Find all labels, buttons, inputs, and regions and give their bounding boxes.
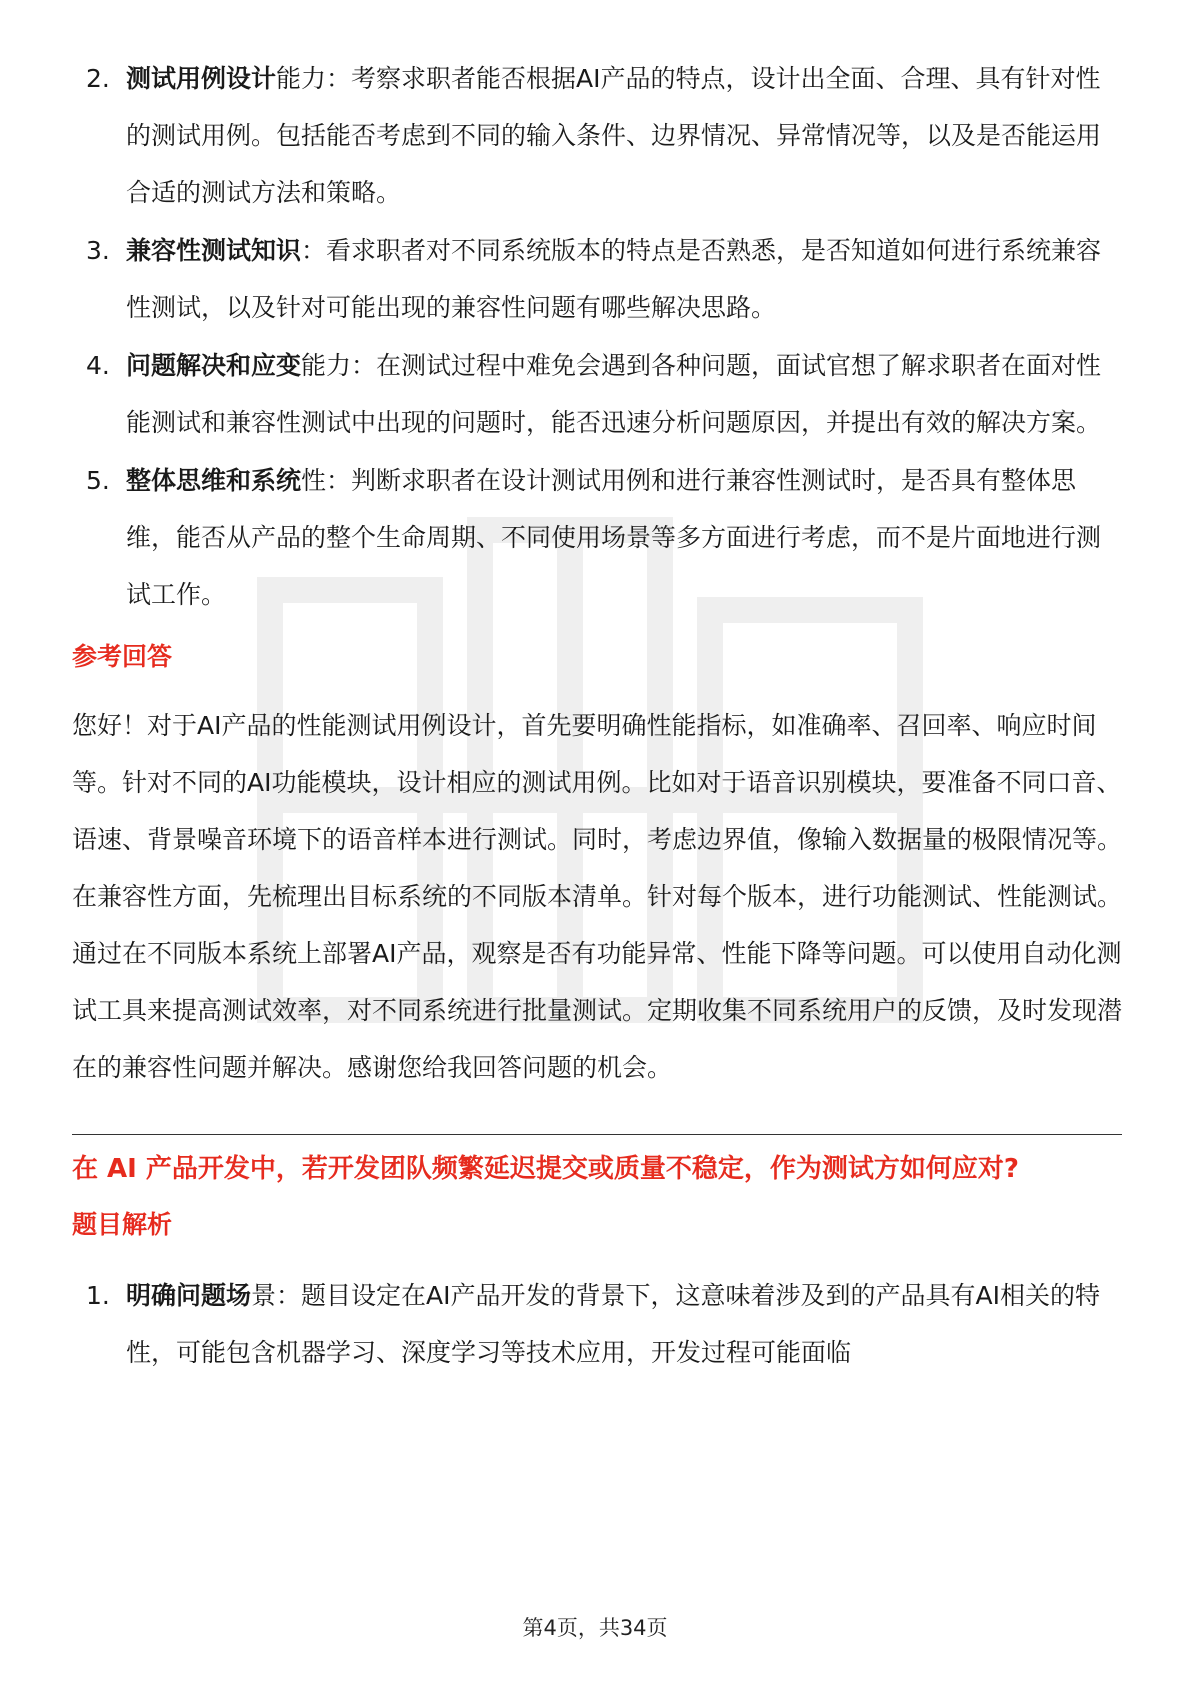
list-number: 1. bbox=[86, 1281, 110, 1310]
list-number: 2. bbox=[86, 64, 110, 93]
list-number: 3. bbox=[86, 236, 110, 265]
analysis-heading: 题目解析 bbox=[72, 1210, 173, 1239]
item-text: 考察求职者能否根据AI产品的特点，设计出全面、合理、具有针对性的测试用例。包括能否考虑到不同的输入条件、边界情况、异常情况等，以及是否能运用合适的测试方法和策略。 bbox=[126, 64, 1102, 207]
list-item bbox=[72, 50, 1122, 221]
page-content bbox=[72, 50, 1122, 1381]
list-item bbox=[72, 452, 1122, 623]
reference-heading: 参考回答 bbox=[72, 642, 173, 671]
item-suffix: 景： bbox=[251, 1281, 302, 1310]
item-text: 判断求职者在设计测试用例和进行兼容性测试时，是否具有整体思维，能否从产品的整个生命周期、不同使用场景等多方面进行考虑，而不是片面地进行测试工作。 bbox=[126, 466, 1102, 609]
item-text: 题目设定在AI产品开发的背景下，这意味着涉及到的产品具有AI相关的特性，可能包含机器学习、深度学习等技术应用，开发过程可能面临 bbox=[126, 1281, 1100, 1367]
criteria-list bbox=[72, 50, 1122, 623]
reference-answer: 您好！对于AI产品的性能测试用例设计，首先要明确性能指标，如准确率、召回率、响应时间等。针对不同的AI功能模块，设计相应的测试用例。比如对于语音识别模块，要准备不同口音、语速、背景噪音环境下的语音样本进行测试。同时，考虑边界值，像输入数据量的极限情况等。在兼容性方面，先梳理出目标系统的不同版本清单。针对每个版本，进行功能测试、性能测试。通过在不同版本系统上部署AI产品，观察是否有功能异常、性能下降等问题。可以使用自动化测试工具来提高测试效率，对不同系统进行批量测试。定期收集不同系统用户的反馈，及时发现潜在的兼容性问题并解决。感谢您给我回答问题的机会。 bbox=[72, 711, 1123, 1082]
list-number: 4. bbox=[86, 351, 110, 380]
section-divider bbox=[72, 1134, 1122, 1135]
item-term: 问题解决和应变 bbox=[126, 351, 302, 380]
item-suffix: 能力： bbox=[301, 351, 377, 380]
list-item bbox=[72, 1267, 1122, 1381]
item-suffix: 性： bbox=[301, 466, 352, 495]
item-suffix: ： bbox=[301, 236, 327, 265]
item-term: 明确问题场 bbox=[126, 1281, 252, 1310]
item-suffix: 能力： bbox=[276, 64, 352, 93]
list-item bbox=[72, 337, 1122, 451]
item-text: 看求职者对不同系统版本的特点是否熟悉，是否知道如何进行系统兼容性测试，以及针对可能出现的兼容性问题有哪些解决思路。 bbox=[126, 236, 1102, 322]
item-text: 在测试过程中难免会遇到各种问题，面试官想了解求职者在面对性能测试和兼容性测试中出现的问题时，能否迅速分析问题原因，并提出有效的解决方案。 bbox=[126, 351, 1102, 437]
next-question-title: 在 AI 产品开发中，若开发团队频繁延迟提交或质量不稳定，作为测试方如何应对? bbox=[72, 1154, 1019, 1184]
item-term: 兼容性测试知识 bbox=[126, 236, 302, 265]
list-item bbox=[72, 222, 1122, 336]
analysis-list bbox=[72, 1267, 1122, 1381]
page-footer: 第4页，共34页 bbox=[522, 1616, 668, 1640]
item-term: 测试用例设计 bbox=[126, 64, 277, 93]
item-term: 整体思维和系统 bbox=[126, 466, 302, 495]
list-number: 5. bbox=[86, 466, 110, 495]
